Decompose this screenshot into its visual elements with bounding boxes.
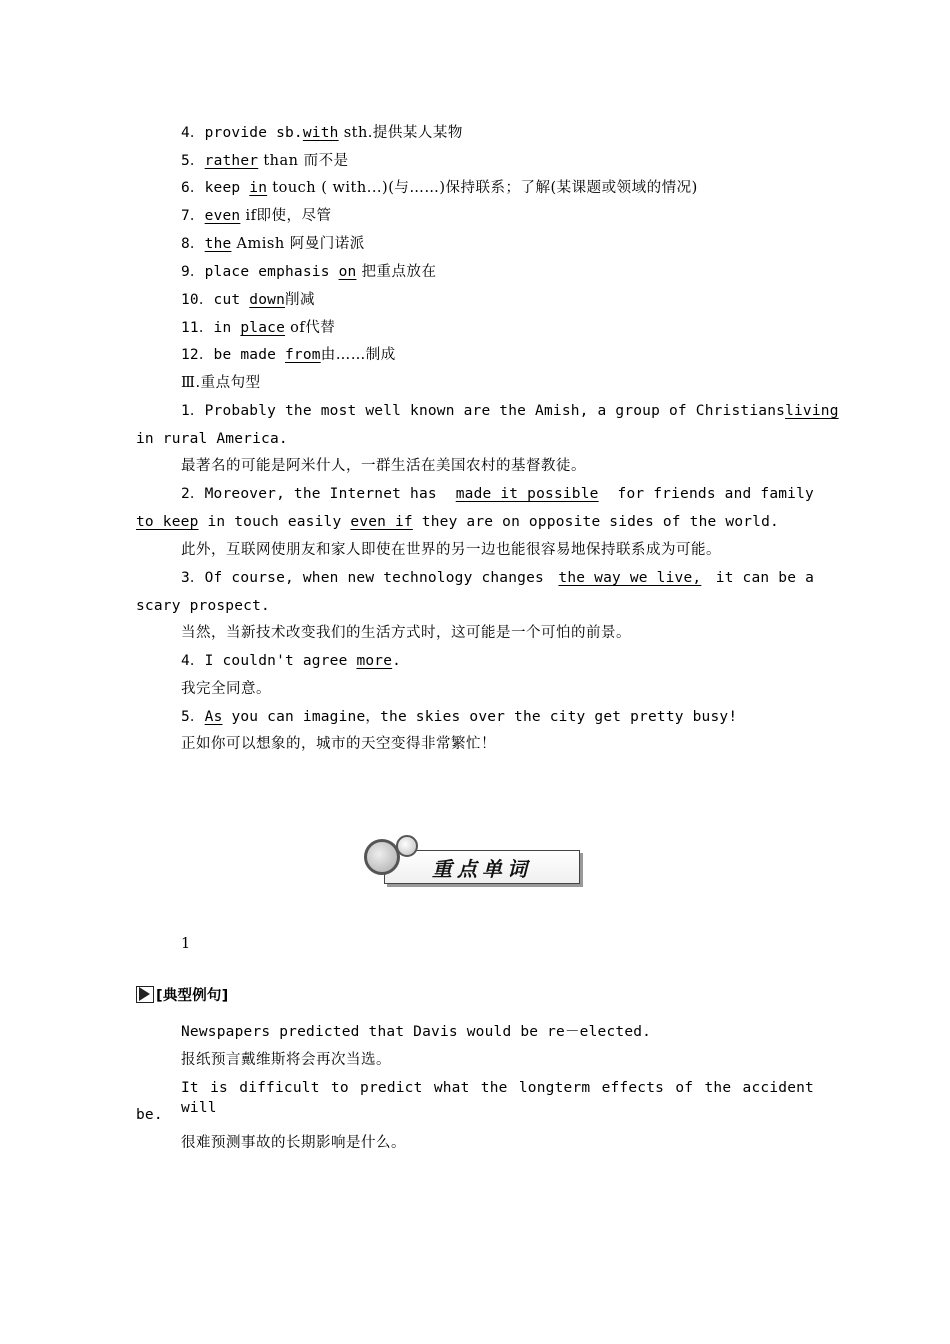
item-number: 1 xyxy=(181,936,191,952)
answer-blank: the way we live, xyxy=(558,570,702,586)
answer-blank: on xyxy=(338,264,357,280)
example-1-translation: 报纸预言戴维斯将会再次当选。 xyxy=(181,1052,391,1068)
answer-blank: rather xyxy=(204,153,259,169)
answer-blank: with xyxy=(302,125,339,141)
answer-blank: living xyxy=(785,403,839,419)
sentence-4-translation: 我完全同意。 xyxy=(181,681,271,697)
answer-blank: even xyxy=(204,208,241,224)
phrase-line: 11．in place of代替 xyxy=(181,320,336,336)
sentence-1-line-2: in rural America. xyxy=(136,431,288,447)
sentence-3-line-2: scary prospect. xyxy=(136,598,270,614)
sentence-3-translation: 当然，当新技术改变我们的生活方式时，这可能是一个可怕的前景。 xyxy=(181,625,631,641)
phrase-line: 7．even if即使，尽管 xyxy=(181,208,332,224)
section-heading: Ⅲ.重点句型 xyxy=(181,375,261,391)
answer-blank: from xyxy=(285,347,321,363)
answer-blank: more xyxy=(356,653,393,669)
example-header: [典型例句] xyxy=(136,986,228,1006)
phrase-line: 4．provide sb.with sth.提供某人某物 xyxy=(181,125,463,141)
phrase-line: 6．keep in touch ( with...)(与……)保持联系；了解(某课题或领域的情况) xyxy=(181,180,698,196)
play-triangle-icon xyxy=(136,986,154,1003)
example-1-english: Newspapers predicted that Davis would be re－elected. xyxy=(181,1024,652,1040)
sentence-2-translation: 此外，互联网使朋友和家人即使在世界的另一边也能很容易地保持联系成为可能。 xyxy=(181,542,721,558)
answer-blank: place xyxy=(240,320,286,336)
sentence-2-line-1: 2．Moreover, the Internet has made it possible for friends and family xyxy=(181,486,814,502)
sentence-5-line-1: 5．As you can imagine，the skies over the city get pretty busy! xyxy=(181,709,738,725)
example-2-translation: 很难预测事故的长期影响是什么。 xyxy=(181,1135,406,1151)
phrase-line: 10．cut down削减 xyxy=(181,292,316,308)
phrase-line: 5．rather than 而不是 xyxy=(181,153,349,169)
sentence-1-line-1: 1．Probably the most well known are the Amish, a group of Christians living xyxy=(181,403,839,419)
sentence-1-translation: 最著名的可能是阿米什人，一群生活在美国农村的基督教徒。 xyxy=(181,458,586,474)
answer-blank: the xyxy=(204,236,232,252)
answer-blank: As xyxy=(204,709,223,725)
example-2-english-line-2: be. xyxy=(136,1107,163,1123)
phrase-line: 8．the Amish 阿曼门诺派 xyxy=(181,236,365,252)
sentence-2-line-2: to keep in touch easily even if they are on opposite sides of the world. xyxy=(136,514,779,530)
sentence-3-line-1: 3．Of course, when new technology changes the way we live, it can be a xyxy=(181,570,814,586)
answer-blank: even if xyxy=(350,514,413,530)
answer-blank: to keep xyxy=(136,514,199,530)
answer-blank: in xyxy=(249,180,268,196)
section-banner xyxy=(364,835,584,887)
answer-blank: made it possible xyxy=(455,486,599,502)
phrase-line: 9．place emphasis on 把重点放在 xyxy=(181,264,437,280)
banner-title: 重点单词 xyxy=(432,856,532,881)
sentence-5-translation: 正如你可以想象的，城市的天空变得非常繁忙！ xyxy=(181,736,496,752)
sentence-4-line-1: 4．I couldn't agree more. xyxy=(181,653,402,669)
phrase-line: 12．be made from由……制成 xyxy=(181,347,396,363)
answer-blank: down xyxy=(249,292,286,308)
example-2-english-line-1: It is difficult to predict what the longterm effects of the accident will xyxy=(181,1080,814,1116)
